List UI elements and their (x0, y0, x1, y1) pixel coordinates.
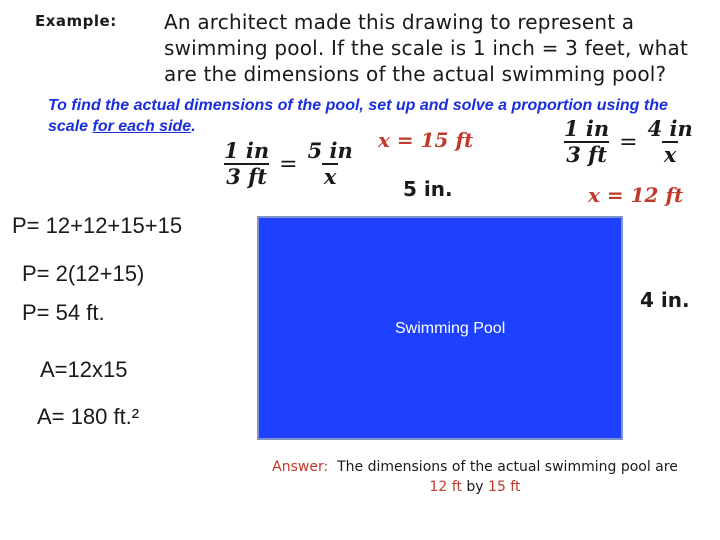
area-step: A=12x15 (40, 357, 128, 382)
fraction-numerator: 1 in (224, 138, 270, 163)
result-value: = 15 (396, 128, 449, 152)
proportion-height (562, 117, 695, 167)
fraction-numerator: 1 in (564, 116, 610, 141)
answer-by: by (466, 479, 484, 495)
scale-fraction-left (222, 139, 271, 189)
result-unit: ft (455, 128, 474, 152)
perimeter-result: P= 54 ft. (22, 300, 105, 325)
equals-sign: = (279, 151, 298, 177)
width-label: 5 in. (403, 177, 453, 201)
result-width (378, 128, 473, 152)
perimeter-step-2: P= 2(12+15) (22, 261, 145, 286)
fraction-numerator: 4 in (647, 116, 693, 141)
unknown-fraction-left (306, 139, 355, 189)
answer-sentence: The dimensions of the actual swimming pool are (337, 459, 678, 475)
answer-dimension-2: 15 ft (488, 479, 521, 495)
answer-text (240, 457, 710, 497)
result-unit: ft (665, 183, 684, 207)
question-text: An architect made this drawing to represent a swimming pool. If the scale is 1 inch = 3 feet, what are the dimensions of the actual swimming pool? (164, 10, 689, 86)
result-height (588, 183, 683, 207)
instruction-underlined: for each side (92, 118, 192, 135)
proportion-width (222, 139, 355, 189)
result-value: = 12 (606, 183, 659, 207)
answer-dimension-1: 12 ft (429, 479, 462, 495)
result-variable: x (588, 183, 600, 207)
instruction-after: . (191, 118, 196, 135)
height-label: 4 in. (640, 288, 690, 312)
result-variable: x (378, 128, 390, 152)
fraction-denominator: x (663, 142, 677, 167)
pool-label: Swimming Pool (395, 320, 506, 337)
fraction-denominator: 3 ft (226, 164, 267, 189)
perimeter-step-1: P= 12+12+15+15 (12, 213, 183, 238)
fraction-denominator: 3 ft (566, 142, 607, 167)
scale-fraction-right (562, 117, 611, 167)
instruction-before: To find the actual dimensions of the pool, set up and solve a proportion using the scale (48, 97, 668, 135)
equals-sign: = (619, 129, 638, 155)
fraction-denominator: x (323, 164, 337, 189)
fraction-numerator: 5 in (307, 138, 353, 163)
unknown-fraction-right (646, 117, 695, 167)
answer-label: Answer: (272, 459, 329, 475)
example-label: Example: (35, 12, 117, 30)
area-result: A= 180 ft.² (37, 404, 140, 429)
